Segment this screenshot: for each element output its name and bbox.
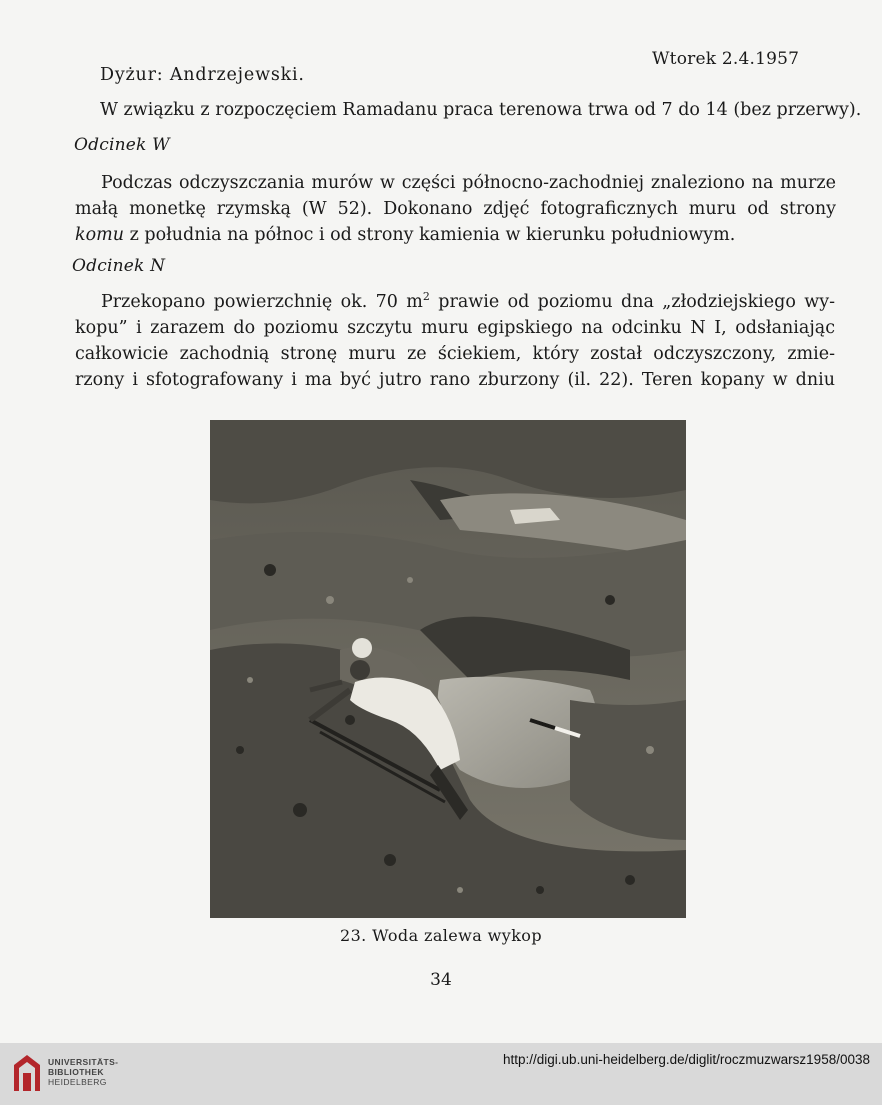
- photo-illustration: [210, 420, 686, 918]
- excavation-photo: [210, 420, 686, 918]
- line-part: Przekopano powierzchnię ok. 70 m: [101, 292, 423, 312]
- section-title-w: Odcinek W: [74, 135, 170, 155]
- paragraph-line: rzony i sfotografowany i ma być jutro rano zburzony (il. 22). Teren kopany w dniu: [75, 370, 835, 390]
- paragraph-line: [75, 222, 836, 248]
- paragraph-line: kopu” i zarazem do poziomu szczytu muru egipskiego na odcinku N I, odsłaniając: [75, 318, 835, 338]
- footer-bar: [0, 1043, 882, 1105]
- section-w-paragraph: [75, 170, 836, 248]
- library-logo-text[interactable]: [48, 1057, 118, 1087]
- logo-line: UNIVERSITÄTS-: [48, 1057, 119, 1067]
- page-number: 34: [430, 970, 452, 990]
- paragraph-line: małą monetkę rzymską (W 52). Dokonano zdjęć fotograficznych muru od strony: [75, 199, 836, 219]
- library-logo-icon[interactable]: [10, 1051, 44, 1093]
- italic-word: komu: [75, 225, 125, 245]
- paragraph-line: [75, 289, 835, 315]
- line-part: prawie od poziomu dna „złodziejskiego wy-: [429, 292, 836, 312]
- entry-date: Wtorek 2.4.1957: [652, 49, 800, 69]
- paragraph-line-rest: z południa na północ i od strony kamienia w kierunku południowym.: [129, 225, 736, 245]
- source-url-link[interactable]: http://digi.ub.uni-heidelberg.de/diglit/roczmuzwarsz1958/0038: [503, 1052, 870, 1067]
- logo-line: HEIDELBERG: [48, 1077, 107, 1087]
- figure-caption: 23. Woda zalewa wykop: [340, 926, 542, 945]
- duty-line: Dyżur: Andrzejewski.: [100, 65, 305, 85]
- paragraph-line: Podczas odczyszczania murów w części północno-zachodniej znaleziono na murze: [101, 173, 836, 193]
- intro-paragraph: [100, 97, 862, 123]
- section-n-paragraph: [75, 289, 835, 393]
- section-title-n: Odcinek N: [72, 256, 166, 276]
- logo-line: BIBLIOTHEK: [48, 1067, 104, 1077]
- intro-line: W związku z rozpoczęciem Ramadanu praca terenowa trwa od 7 do 14 (bez przerwy).: [100, 100, 862, 120]
- paragraph-line: całkowicie zachodnią stronę muru ze ściekiem, który został odczyszczony, zmie-: [75, 344, 835, 364]
- superscript: 2: [422, 290, 430, 304]
